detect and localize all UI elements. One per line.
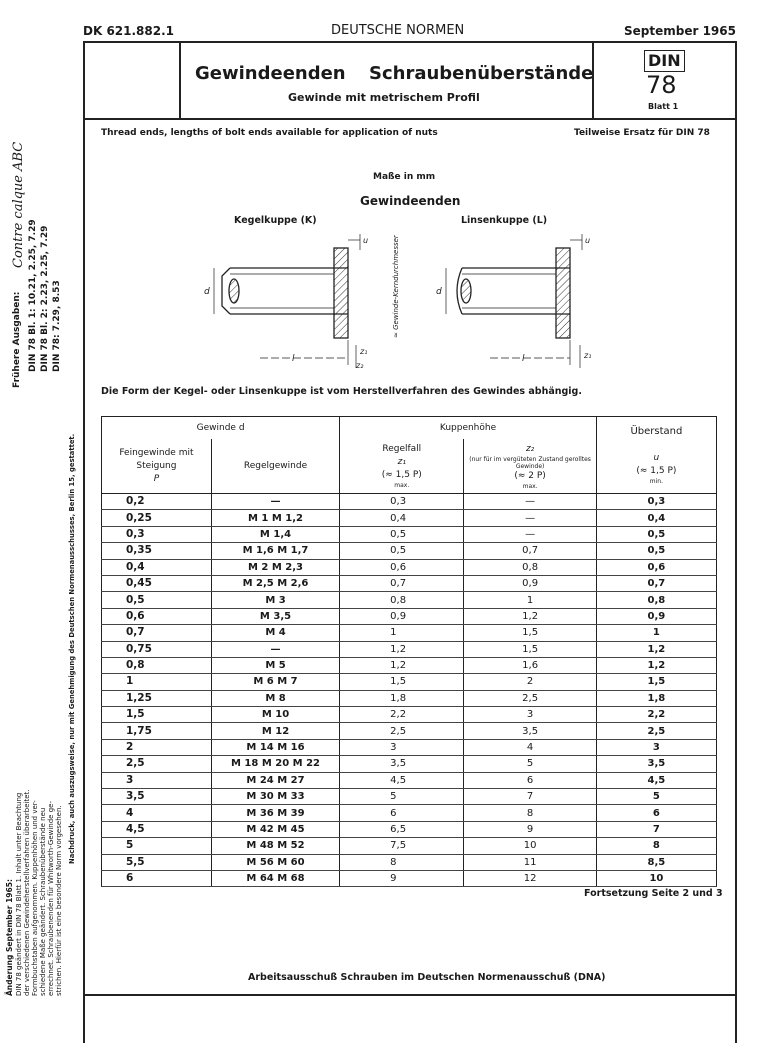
overhang-cell: 4,5 (596, 772, 716, 788)
table-row (102, 739, 717, 755)
overhang-cell: 7 (596, 821, 716, 837)
z1-cell: 0,9 (340, 608, 464, 624)
kegelkuppe-drawing (214, 234, 360, 368)
core-diameter-note: ≈ Gewinde-Kerndurchmesser (392, 235, 400, 338)
overhang-cell: 0,5 (596, 543, 716, 559)
dim-u-right: u (585, 236, 591, 245)
overhang-cell: 10 (596, 870, 716, 886)
th-feingewinde (102, 439, 212, 494)
table-row (102, 592, 717, 608)
z1-cell: 0,8 (340, 592, 464, 608)
coarse-thread-cell: M 12 (211, 723, 339, 739)
table-row (102, 821, 717, 837)
z2-cell: 1,2 (464, 608, 596, 624)
z1-cell: 0,5 (340, 543, 464, 559)
z2-cell: 8 (464, 805, 596, 821)
overhang-cell: 0,3 (596, 494, 716, 510)
form-note: Die Form der Kegel- oder Linsenkuppe ist vom Herstellverfahren des Gewindes abhängig. (101, 386, 582, 397)
z1-cell: 9 (340, 870, 464, 886)
dim-u-left: u (363, 236, 369, 245)
overhang-cell: 8,5 (596, 854, 716, 870)
coarse-thread-cell: M 6 M 7 (211, 674, 339, 690)
coarse-thread-cell: M 8 (211, 690, 339, 706)
z2-cell: 0,9 (464, 575, 596, 591)
z2-cell: 3 (464, 707, 596, 723)
table-row (102, 494, 717, 510)
overhang-cell: 1,2 (596, 641, 716, 657)
th-gewinde: Gewinde d (102, 417, 340, 440)
th-regelfall (340, 439, 464, 494)
overhang-cell: 8 (596, 838, 716, 854)
earlier-editions-1: DIN 78 Bl. 1: 10.21, 2.25, 7.29 (28, 219, 38, 372)
pitch-cell: 0,35 (102, 543, 212, 559)
table-row (102, 707, 717, 723)
z2-cell: 12 (464, 870, 596, 886)
overhang-cell: 2,2 (596, 707, 716, 723)
pitch-cell: 0,3 (102, 526, 212, 542)
change-line-4: schiedene Maße geändert. Schraubenüberstände neu (39, 807, 47, 996)
dim-z1-right: z₁ (584, 351, 592, 360)
coarse-thread-cell: M 42 M 45 (211, 821, 339, 837)
z2-cell: 2,5 (464, 690, 596, 706)
coarse-thread-cell: M 64 M 68 (211, 870, 339, 886)
th-fein-label: Feingewinde mit Steigung (119, 447, 194, 471)
z2-cell: 6 (464, 772, 596, 788)
z1-cell: 3 (340, 739, 464, 755)
table-row (102, 854, 717, 870)
deutsche-normen-label: DEUTSCHE NORMEN (331, 23, 465, 38)
z1-cell: 0,4 (340, 510, 464, 526)
overhang-cell: 0,6 (596, 559, 716, 575)
th-z2-val: (≈ 2 P) (514, 470, 546, 481)
english-title: Thread ends, lengths of bolt ends available for application of nuts (101, 128, 438, 138)
table-row (102, 805, 717, 821)
pitch-cell: 1,25 (102, 690, 212, 706)
kegelkuppe-label: Kegelkuppe (K) (234, 215, 317, 226)
table-row (102, 674, 717, 690)
z1-cell: 0,3 (340, 494, 464, 510)
header-divider (83, 118, 735, 120)
z1-cell: 6 (340, 805, 464, 821)
handwritten-note: Contre calque ABC (11, 141, 26, 268)
z1-cell: 7,5 (340, 838, 464, 854)
z2-cell: — (464, 526, 596, 542)
coarse-thread-cell: — (211, 641, 339, 657)
pitch-cell: 0,25 (102, 510, 212, 526)
pitch-cell: 4 (102, 805, 212, 821)
overhang-cell: 0,4 (596, 510, 716, 526)
coarse-thread-cell: M 1,6 M 1,7 (211, 543, 339, 559)
coarse-thread-cell: — (211, 494, 339, 510)
coarse-thread-cell: M 2 M 2,3 (211, 559, 339, 575)
pitch-cell: 0,45 (102, 575, 212, 591)
pitch-cell: 1 (102, 674, 212, 690)
pitch-cell: 0,2 (102, 494, 212, 510)
pitch-cell: 0,6 (102, 608, 212, 624)
dim-z1-left: z₁ (360, 347, 368, 356)
table-row (102, 510, 717, 526)
earlier-editions-title: Frühere Ausgaben: (12, 291, 22, 388)
pitch-cell: 0,4 (102, 559, 212, 575)
z2-cell: 1,5 (464, 641, 596, 657)
overhang-cell: 1 (596, 625, 716, 641)
z2-cell: 3,5 (464, 723, 596, 739)
table-row (102, 608, 717, 624)
th-regelfall-label: Regelfall (382, 444, 422, 454)
z2-cell: 5 (464, 756, 596, 772)
din-blatt: Blatt 1 (648, 102, 679, 111)
pitch-cell: 3 (102, 772, 212, 788)
th-regelgewinde: Regelgewinde (211, 439, 339, 494)
table-row (102, 838, 717, 854)
table-row (102, 559, 717, 575)
table-row (102, 543, 717, 559)
z2-cell: 1,6 (464, 657, 596, 673)
change-line-2: der verschiedenen Gewindeherstellverfahren überarbeitet. (23, 789, 31, 996)
replacement-note: Teilweise Ersatz für DIN 78 (574, 128, 710, 138)
table-row (102, 625, 717, 641)
pitch-cell: 6 (102, 870, 212, 886)
table-row (102, 641, 717, 657)
units-note: Maße in mm (373, 172, 436, 182)
overhang-cell: 0,7 (596, 575, 716, 591)
z2-cell: 7 (464, 789, 596, 805)
z1-cell: 8 (340, 854, 464, 870)
overhang-cell: 0,8 (596, 592, 716, 608)
earlier-editions-3: DIN 78: 7.29, 8.53 (52, 280, 62, 372)
z2-cell: 9 (464, 821, 596, 837)
change-line-6: strichen. Hierfür ist eine besondere Norm vorgesehen. (55, 805, 63, 996)
table-row (102, 870, 717, 886)
table-row (102, 526, 717, 542)
th-z1: z₁ (397, 457, 406, 467)
coarse-thread-cell: M 3 (211, 592, 339, 608)
z2-cell: 1,5 (464, 625, 596, 641)
z1-cell: 1,2 (340, 657, 464, 673)
table-body (102, 494, 717, 887)
change-line-1: DIN 78 geändert in DIN 78 Blatt 1. Inhalt unter Beachtung (15, 792, 23, 996)
overhang-cell: 3,5 (596, 756, 716, 772)
overhang-cell: 6 (596, 805, 716, 821)
z2-cell: 0,8 (464, 559, 596, 575)
table-row (102, 756, 717, 772)
pitch-cell: 5 (102, 838, 212, 854)
overhang-cell: 0,9 (596, 608, 716, 624)
th-z2-note: (nur für im vergüteten Zustand gerolltes Gewinde) (469, 455, 591, 470)
z2-cell: 4 (464, 739, 596, 755)
th-kuppenhoehe: Kuppenhöhe (340, 417, 597, 440)
title-main-1: Gewindeenden (195, 63, 346, 84)
coarse-thread-cell: M 2,5 M 2,6 (211, 575, 339, 591)
coarse-thread-cell: M 18 M 20 M 22 (211, 756, 339, 772)
overhang-cell: 0,5 (596, 526, 716, 542)
issue-date: September 1965 (624, 24, 736, 38)
coarse-thread-cell: M 1,4 (211, 526, 339, 542)
footer-divider (83, 994, 735, 996)
document-code: DK 621.882.1 (83, 24, 175, 38)
section-heading: Gewindeenden (360, 194, 461, 208)
coarse-thread-cell: M 24 M 27 (211, 772, 339, 788)
z1-cell: 4,5 (340, 772, 464, 788)
coarse-thread-cell: M 30 M 33 (211, 789, 339, 805)
th-z2-col (464, 439, 596, 494)
z1-cell: 5 (340, 789, 464, 805)
z1-cell: 0,7 (340, 575, 464, 591)
table-row (102, 789, 717, 805)
overhang-cell: 2,5 (596, 723, 716, 739)
change-line-5: errechnet. Schraubenenden für Whitworth-Gewinde ge- (47, 801, 55, 996)
coarse-thread-cell: M 10 (211, 707, 339, 723)
overhang-cell: 5 (596, 789, 716, 805)
th-max2: max. (522, 482, 538, 490)
th-min: min. (649, 478, 664, 485)
coarse-thread-cell: M 48 M 52 (211, 838, 339, 854)
pitch-cell: 2 (102, 739, 212, 755)
z1-cell: 3,5 (340, 756, 464, 772)
pitch-cell: 5,5 (102, 854, 212, 870)
committee-footer: Arbeitsausschuß Schrauben im Deutschen Normenausschuß (DNA) (248, 972, 606, 983)
thread-end-drawings (200, 230, 620, 375)
pitch-cell: 0,75 (102, 641, 212, 657)
overhang-cell: 3 (596, 739, 716, 755)
z2-cell: — (464, 510, 596, 526)
coarse-thread-cell: M 56 M 60 (211, 854, 339, 870)
z2-cell: 0,7 (464, 543, 596, 559)
overhang-cell: 1,8 (596, 690, 716, 706)
pitch-cell: 0,8 (102, 657, 212, 673)
coarse-thread-cell: M 36 M 39 (211, 805, 339, 821)
z2-cell: — (464, 494, 596, 510)
coarse-thread-cell: M 4 (211, 625, 339, 641)
table-row (102, 772, 717, 788)
th-ueberstand (596, 417, 716, 494)
reprint-notice: Nachdruck, auch auszugsweise, nur mit Genehmigung des Deutschen Normenausschusses, Berlin 15, gestattet. (68, 433, 76, 864)
dim-l-left: l (292, 354, 295, 364)
z2-cell: 2 (464, 674, 596, 690)
table-row (102, 575, 717, 591)
dim-d-right: d (436, 287, 442, 297)
pitch-cell: 4,5 (102, 821, 212, 837)
change-line-3: Formbuchstaben aufgenommen. Kuppenhöhen und ver- (31, 800, 39, 996)
din-number: 78 (646, 71, 677, 99)
header-left-divider (179, 43, 181, 118)
th-fein-p: P (153, 473, 160, 484)
z1-cell: 0,5 (340, 526, 464, 542)
th-z1-val: (≈ 1,5 P) (381, 470, 422, 480)
z1-cell: 1,2 (340, 641, 464, 657)
th-max1: max. (394, 482, 410, 489)
overhang-cell: 1,2 (596, 657, 716, 673)
din-label: DIN (644, 50, 685, 72)
dim-z2-left: z₂ (356, 361, 364, 370)
z1-cell: 6,5 (340, 821, 464, 837)
z1-cell: 0,6 (340, 559, 464, 575)
th-u-val: (≈ 1,5 P) (636, 466, 677, 476)
table-row (102, 723, 717, 739)
linsenkuppe-label: Linsenkuppe (L) (461, 215, 548, 226)
earlier-editions-2: DIN 78 Bl. 2: 2.23, 2.25, 7.29 (40, 225, 50, 372)
pitch-cell: 2,5 (102, 756, 212, 772)
z1-cell: 1,8 (340, 690, 464, 706)
pitch-cell: 1,75 (102, 723, 212, 739)
table-row (102, 657, 717, 673)
th-u: u (653, 453, 660, 463)
z2-cell: 1 (464, 592, 596, 608)
z1-cell: 2,5 (340, 723, 464, 739)
z2-cell: 10 (464, 838, 596, 854)
coarse-thread-cell: M 1 M 1,2 (211, 510, 339, 526)
z1-cell: 1,5 (340, 674, 464, 690)
overhang-cell: 1,5 (596, 674, 716, 690)
pitch-cell: 0,7 (102, 625, 212, 641)
dim-l-right: l (522, 354, 525, 364)
z1-cell: 1 (340, 625, 464, 641)
dim-d-left: d (204, 287, 210, 297)
pitch-cell: 0,5 (102, 592, 212, 608)
title-main-2: Schraubenüberstände (369, 63, 594, 84)
table-row (102, 690, 717, 706)
th-ueberstand-label: Überstand (630, 426, 683, 437)
change-title: Änderung September 1965: (5, 879, 14, 996)
z1-cell: 2,2 (340, 707, 464, 723)
coarse-thread-cell: M 14 M 16 (211, 739, 339, 755)
coarse-thread-cell: M 5 (211, 657, 339, 673)
coarse-thread-cell: M 3,5 (211, 608, 339, 624)
title-subtitle: Gewinde mit metrischem Profil (288, 91, 480, 104)
continuation-note: Fortsetzung Seite 2 und 3 (584, 888, 723, 899)
linsenkuppe-drawing (446, 234, 582, 368)
pitch-cell: 3,5 (102, 789, 212, 805)
pitch-cell: 1,5 (102, 707, 212, 723)
thread-end-table (101, 416, 717, 887)
z2-cell: 11 (464, 854, 596, 870)
th-z2: z₂ (525, 443, 535, 454)
